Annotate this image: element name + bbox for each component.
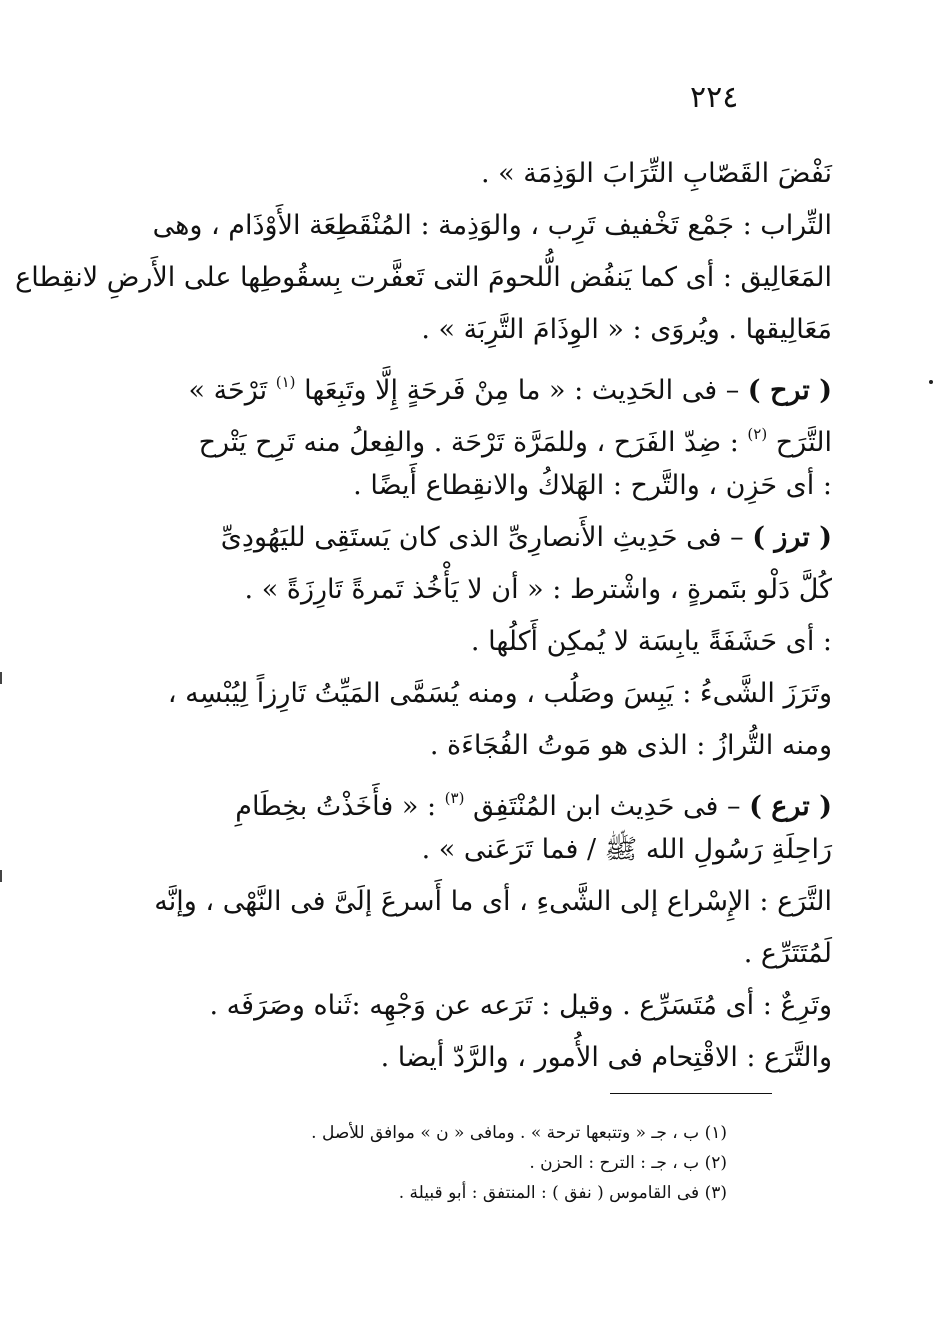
footnotes [167, 1118, 727, 1208]
line-text: وتَرَزَ الشَّىءُ : يَبِسَ وصَلُب ، ومنه يُسَمَّى المَيِّتُ تَارِزاً لِيُبْسِه ، [167, 678, 832, 709]
line-text: ومنه التُّرازُ : الذى هو مَوتُ الفُجَاءَة . [429, 730, 832, 761]
text-line [132, 564, 832, 616]
footnote: (١) ب ، جـ « وتتبعها ترحة » . ومافى « ن » موافق للأصل . [311, 1123, 727, 1143]
line-text: : « فأَخَذْتُ بخِطَامِ [235, 791, 445, 822]
text-line [132, 980, 832, 1032]
text-line [132, 720, 832, 772]
line-text: التَّرَع : الإِسْراع إلى الشَّىءِ ، أى ما أَسرعَ إلَىَّ فى النَّهْى ، وإنَّه [154, 886, 832, 917]
text-line [132, 408, 832, 460]
margin-mark [0, 870, 2, 882]
line-text: كُلَّ دَلْو بتَمرةٍ ، واشْترط : « أن لا يَأْخُذ تَمرةً تَارِزَةً » . [244, 574, 832, 605]
text-line [132, 304, 832, 356]
entry-heading-line [132, 772, 832, 824]
text-line [132, 876, 832, 928]
line-text: المَعَالِيق : أى كما يَنفُض الُّلحومَ التى تَعفَّرت بِسقُوطِها على الأَرضِ لانقِطاع [15, 262, 832, 293]
margin-mark [929, 380, 933, 384]
page-number: ٢٢٤ [690, 80, 739, 115]
text-line [132, 460, 832, 512]
line-text: مَعَالِيقها . ويُروَى : « الوِذَامَ التَّرِبَة » . [421, 314, 832, 345]
line-text: وتَرِعٌ : أى مُتَسَرِّع . وقيل : تَرَعه عن وَجْهِه :ثَناه وصَرَفَه . [209, 990, 832, 1021]
line-text: نَفْضَ القَصّابِ التِّرَابَ الوَذِمَة » . [480, 158, 832, 189]
entry-key: ( ترز ) [752, 522, 832, 553]
margin-mark [0, 672, 2, 684]
line-text: لَمُتَتَرِّع . [743, 938, 832, 969]
line-text: التِّراب : جَمْع تَخْفيف تَرِب ، والوَذِمة : المُنْقَطِعَة الأَوْذَام ، وهى [152, 210, 832, 241]
text-line [132, 148, 832, 200]
line-text: – فى حَدِيث ابن المُنْتَفِق [464, 791, 750, 822]
text-line [132, 200, 832, 252]
line-text: – فى حَدِيثِ الأَنصارِىِّ الذى كان يَستَقِى لليَهُودِىِّ [220, 522, 753, 553]
entry-key: ( ترح ) [747, 375, 832, 406]
line-text: والتَّرَع : الاقْتِحام فى الأُمور ، والرَّدّ أيضا . [380, 1042, 832, 1073]
line-text: التَّرَح [767, 427, 832, 458]
footnote: (٢) ب ، جـ : الترح : الحزن . [529, 1153, 727, 1173]
body-text [15, 148, 832, 1084]
line-text: : ضِدّ الفَرَح ، وللمَرَّة تَرْحَة . والفِعلُ منه تَرِح يَتْرح [198, 427, 748, 458]
footnote-ref: (٢) [747, 425, 768, 443]
footnote: (٣) فى القاموس ( نفق ) : المنتفق : أبو قبيلة . [398, 1183, 727, 1203]
entry-heading-line [132, 512, 832, 564]
entry-key: ( ترع ) [749, 791, 832, 822]
entry-heading-line [132, 356, 832, 408]
line-text: تَرْحَة » [188, 375, 276, 406]
text-line [132, 928, 832, 980]
footnote-ref: (١) [275, 373, 296, 391]
text-line [132, 1032, 832, 1084]
text-line [132, 824, 832, 876]
line-text: – فى الحَدِيث : « ما مِنْ فَرحَةٍ إِلَّا وتَبِعَها [295, 375, 748, 406]
text-line [132, 616, 832, 668]
line-text: : أى حَشَفَةً يابِسَة لا يُمكِن أَكلُها . [470, 626, 832, 657]
text-line [132, 668, 832, 720]
line-text: رَاحِلَةِ رَسُولِ الله ﷺ / فما تَرَعَنى » . [421, 834, 832, 865]
line-text: : أى حَزِن ، والتَّرح : الهَلاكُ والانقِطاع أَيضًا . [353, 470, 832, 501]
text-line [15, 252, 832, 304]
footnote-divider [610, 1093, 772, 1094]
footnote-ref: (٣) [444, 789, 465, 807]
